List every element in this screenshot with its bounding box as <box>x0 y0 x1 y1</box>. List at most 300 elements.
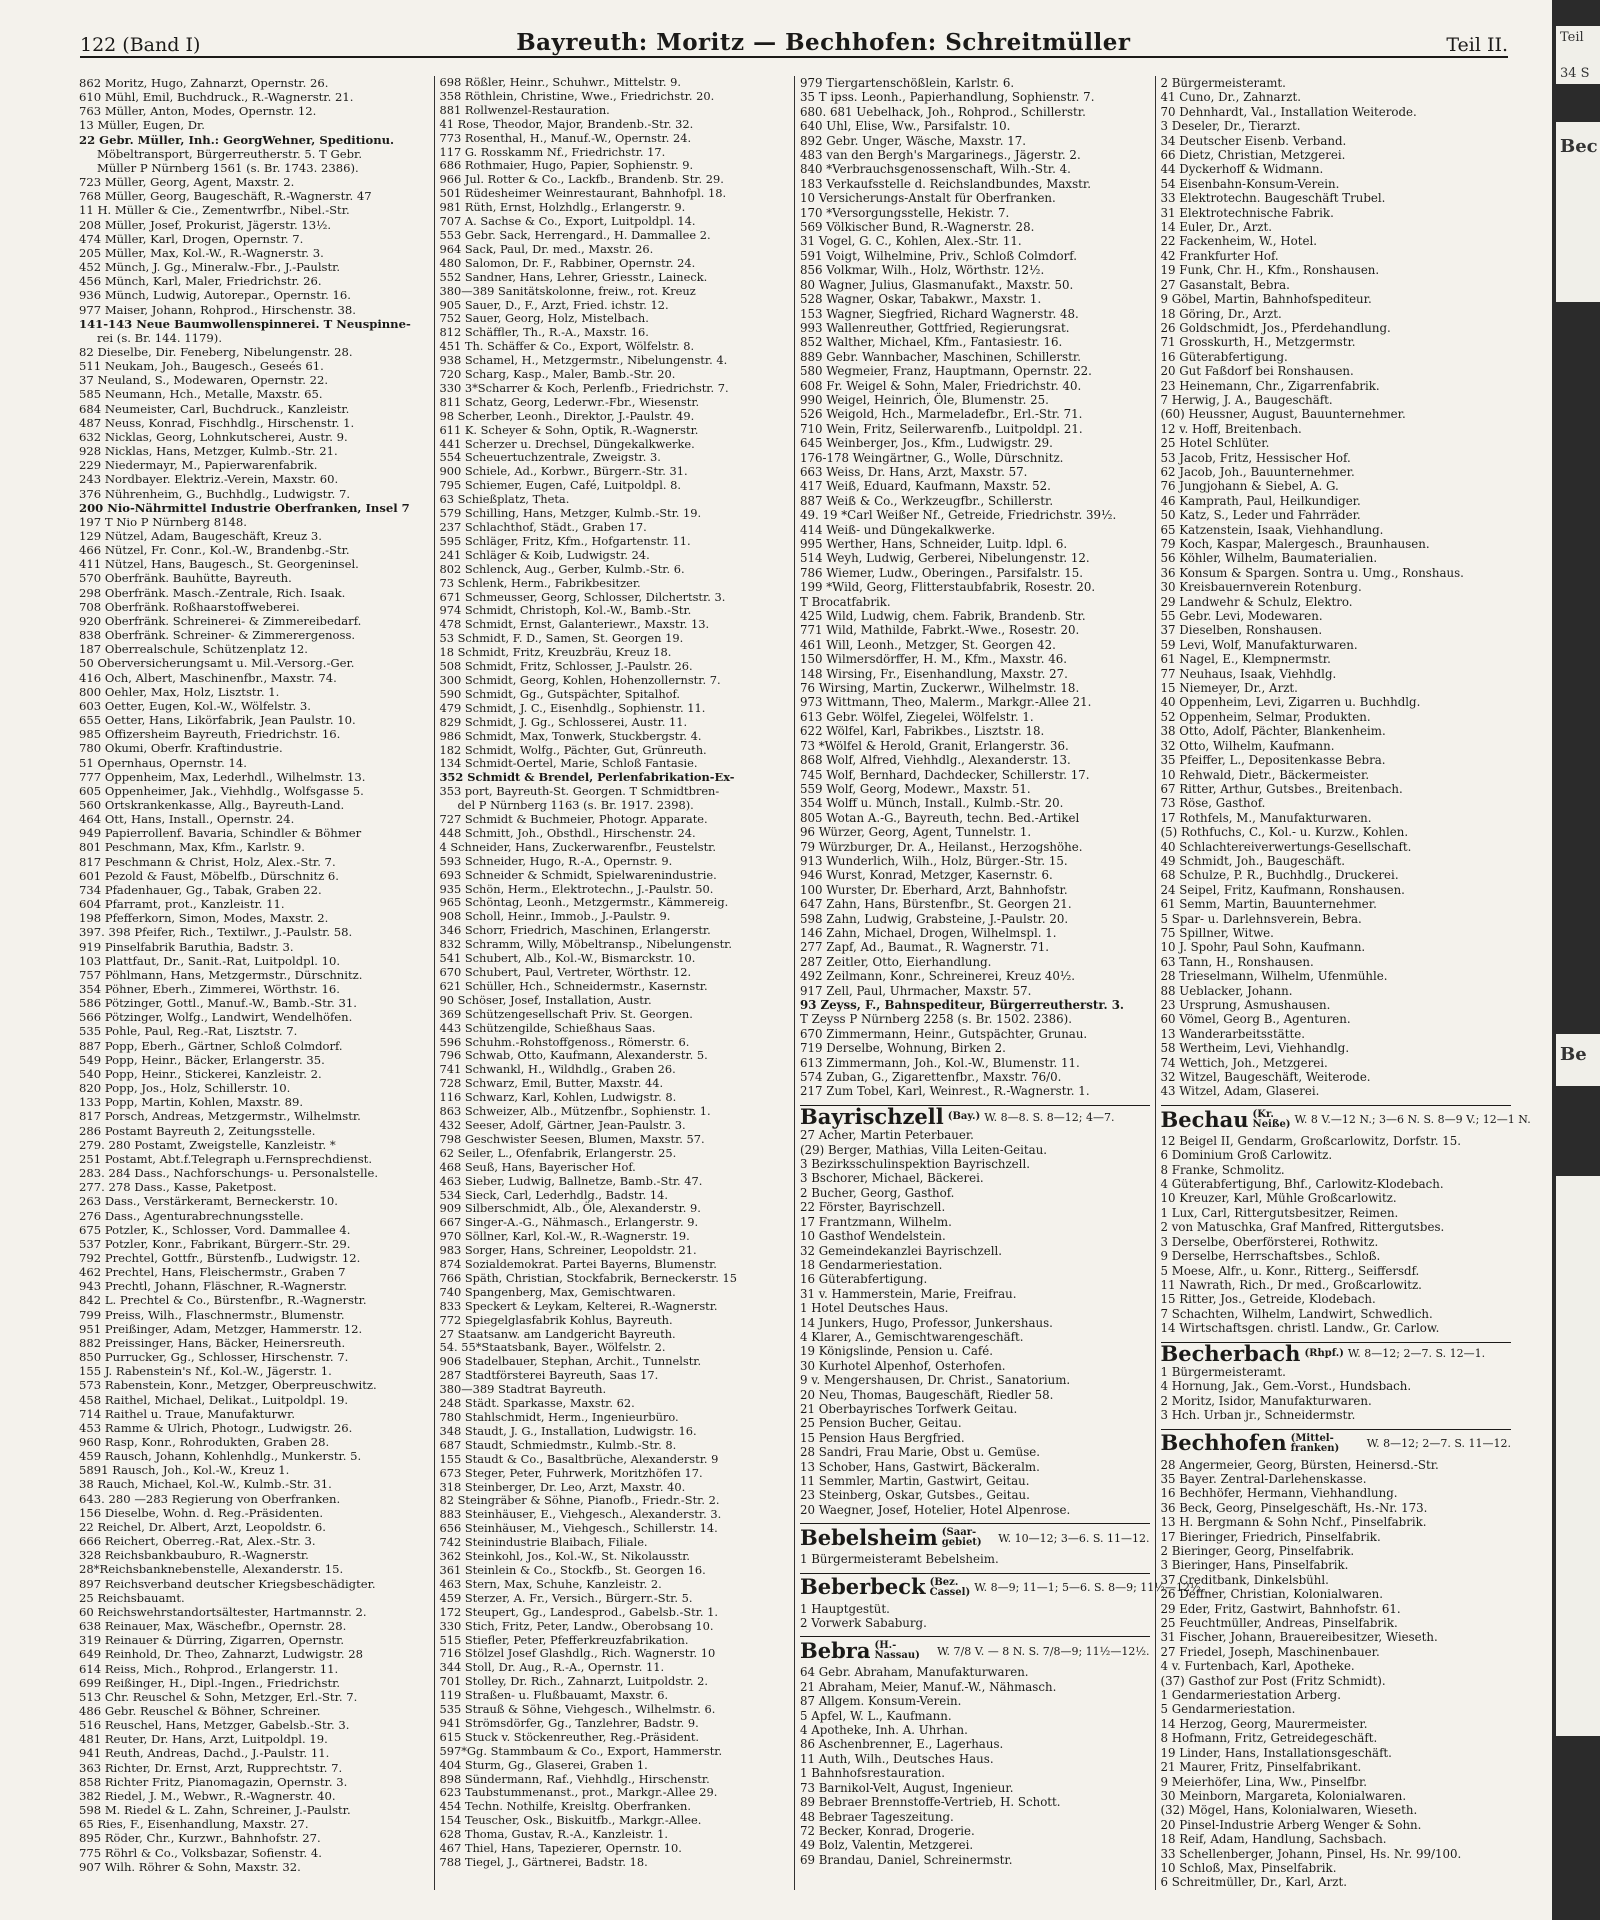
listing-entry: 279. 280 Postamt, Zweigstelle, Kanzleistr. * <box>79 1137 336 1152</box>
place-name: Bayrischzell <box>800 1103 944 1129</box>
listing-entry: 613 Zimmermann, Joh., Kol.-W., Blumenstr. 11. <box>800 1055 1080 1070</box>
listing-entry: 14 Euler, Dr., Arzt. <box>1160 220 1272 235</box>
listing-entry: 156 Dieselbe, Wohn. d. Reg.-Präsidenten. <box>79 1505 324 1520</box>
listing-entry: 328 Reichsbankbauburo, R.-Wagnerstr. <box>79 1548 309 1563</box>
listing-entry: 23 Heinemann, Chr., Zigarrenfabrik. <box>1160 378 1380 393</box>
listing-entry: 745 Wolf, Bernhard, Dachdecker, Schillerstr. 17. <box>800 767 1090 782</box>
adjacent-page-edge <box>1552 0 1600 1920</box>
listing-entry: 917 Zell, Paul, Uhrmacher, Maxstr. 57. <box>800 983 1032 998</box>
listing-entry: 468 Seuß, Hans, Bayerischer Hof. <box>439 1159 636 1174</box>
listing-entry: 686 Rothmaier, Hugo, Papier, Sophienstr. 9. <box>439 158 694 173</box>
listing-entry: 28 Angermeier, Georg, Bürsten, Heinersd.-Str. <box>1160 1457 1439 1472</box>
listing-entry: 863 Schweizer, Alb., Mützenfbr., Sophienstr. 1. <box>439 1104 711 1119</box>
listing-entry: 414 Weiß- und Düngekalkwerke. <box>800 522 996 537</box>
listing-entry: 276 Dass., Agenturabrechnungsstelle. <box>79 1208 304 1223</box>
listing-entry: 966 Jul. Rotter & Co., Lackfb., Brandenb. Str. 29. <box>439 172 724 187</box>
listing-entry: 887 Popp, Eberh., Gärtner, Schloß Colmdorf. <box>79 1038 343 1053</box>
listing-entry: 905 Sauer, D., F., Arzt, Fried. ichstr. 12. <box>439 297 669 312</box>
listing-entry: 842 L. Prechtel & Co., Bürstenfbr., R.-Wagnerstr. <box>79 1293 367 1308</box>
listing-entry: 286 Postamt Bayreuth 2, Zeitungsstelle. <box>79 1123 316 1138</box>
listing-entry: 995 Werther, Hans, Schneider, Luitp. ldpl. 6. <box>800 537 1068 551</box>
listing-entry: 2 Moritz, Isidor, Manufakturwaren. <box>1160 1393 1372 1408</box>
listing-entry: 38 Rauch, Michael, Kol.-W., Kulmb.-Str. 31. <box>79 1477 332 1492</box>
listing-entry: 579 Schilling, Hans, Metzger, Kulmb.-Str. 19. <box>439 506 702 521</box>
listing-entry: 719 Derselbe, Wohnung, Birken 2. <box>800 1041 1006 1056</box>
listing-entry: 34 Deutscher Eisenb. Verband. <box>1160 133 1347 148</box>
listing-entry: 462 Prechtel, Hans, Fleischermstr., Graben 7 <box>79 1265 346 1280</box>
listing-entry: 205 Müller, Max, Kol.-W., R.-Wagnerstr. 3. <box>79 245 324 260</box>
listing-entry: 11 H. Müller & Cie., Zementwrfbr., Nibel.-Str. <box>79 203 350 218</box>
listing-entry: 176-178 Weingärtner, G., Wolle, Dürschnitz. <box>800 450 1064 465</box>
listing-entry: 554 Scheuertuchzentrale, Zweigstr. 3. <box>439 450 661 465</box>
listing-entry: 93 Zeyss, F., Bahnspediteur, Bürgerreutherstr. 3. <box>800 998 1125 1012</box>
listing-entry: 380—389 Sanitätskolonne, freiw., rot. Kreuz <box>439 283 696 298</box>
listing-entry: 716 Stölzel Josef Glashdlg., Rich. Wagnerstr. 10 <box>439 1646 716 1661</box>
listing-entry: 467 Thiel, Hans, Tapezierer, Opernstr. 10. <box>439 1841 682 1856</box>
listing-entry: 710 Wein, Fritz, Seilerwarenfb., Luitpoldpl. 21. <box>800 421 1083 436</box>
listing-entry: 90 Schöser, Josef, Installation, Austr. <box>439 992 652 1007</box>
listing-entry: 832 Schramm, Willy, Möbeltransp., Nibelungenstr. <box>439 937 732 952</box>
listing-entry: 66 Dietz, Christian, Metzgerei. <box>1160 148 1346 163</box>
listing-entry: 277 Zapf, Ad., Baumat., R. Wagnerstr. 71. <box>800 940 1050 955</box>
listing-entry: 456 Münch, Karl, Maler, Friedrichstr. 26. <box>79 274 322 289</box>
listing-entry: 1 Gendarmeriestation Arberg. <box>1160 1688 1341 1703</box>
listing-entry: 25 Hotel Schlüter. <box>1160 436 1270 451</box>
listing-entry: 19 Linder, Hans, Installationsgeschäft. <box>1160 1745 1392 1760</box>
listing-entry: 28 Sandri, Frau Marie, Obst u. Gemüse. <box>800 1445 1040 1460</box>
listing-entry: 30 Kreisbauernverein Rotenburg. <box>1160 580 1362 595</box>
office-hours: W. 8—12; 2—7. S. 11—12. <box>1366 1437 1511 1451</box>
listing-entry: 792 Prechtel, Gottfr., Bürstenfb., Ludwigstr. 12. <box>79 1250 361 1265</box>
listing-entry: 10 J. Spohr, Paul Sohn, Kaufmann. <box>1160 940 1366 955</box>
listing-entry: 773 Rosenthal, H., Manuf.-W., Opernstr. 24. <box>439 130 692 145</box>
listing-entry: 200 Nio-Nährmittel Industrie Oberfranken, Insel 7 <box>79 500 410 515</box>
listing-entry: 237 Schlachthof, Städt., Graben 17. <box>439 520 647 534</box>
listing-entry: 30 Meinborn, Margareta, Kolonialwaren. <box>1160 1788 1407 1803</box>
listing-entry: 344 Stoll, Dr. Aug., R.-A., Opernstr. 11. <box>439 1660 665 1675</box>
listing-entry: 10 Kreuzer, Karl, Mühle Großcarlowitz. <box>1160 1191 1397 1206</box>
listing-entry: 895 Röder, Chr., Kurzwr., Bahnhofstr. 27. <box>79 1831 321 1846</box>
listing-entry: 935 Schön, Herm., Elektrotechn., J.-Paulstr. 50. <box>439 881 714 896</box>
listing-entry: 5 Gendarmeriestation. <box>1160 1702 1296 1717</box>
listing-entry: 595 Schläger, Fritz, Kfm., Hofgartenstr. 11. <box>439 533 691 548</box>
listing-entry: 330 3*Scharrer & Koch, Perlenfb., Friedrichstr. 7. <box>439 380 729 395</box>
listing-entry: 3 Bieringer, Hans, Pinselfabrik. <box>1160 1558 1349 1573</box>
listing-entry: 964 Sack, Paul, Dr. med., Maxstr. 26. <box>439 241 654 256</box>
listing-entry: 663 Weiss, Dr. Hans, Arzt, Maxstr. 57. <box>800 464 1028 479</box>
listing-entry: 18 Reif, Adam, Handlung, Sachsbach. <box>1160 1832 1387 1847</box>
listing-entry: 36 Konsum & Spargen. Sontra u. Umg., Ronshaus. <box>1160 565 1464 580</box>
listing-entry: 3 Bezirksschulinspektion Bayrischzell. <box>800 1157 1030 1172</box>
listing-entry: 48 Bebraer Tageszeitung. <box>800 1809 954 1824</box>
listing-entry: 535 Pohle, Paul, Reg.-Rat, Lisztstr. 7. <box>79 1024 298 1039</box>
listing-entry: 134 Schmidt-Oertel, Marie, Schloß Fantasie. <box>439 756 698 771</box>
edge-text: Teil <box>1560 30 1584 45</box>
listing-entry: 65 Ries, F., Eisenhandlung, Maxstr. 27. <box>79 1817 309 1832</box>
listing-entry: 909 Silberschmidt, Alb., Öle, Alexanderstr. 9. <box>439 1201 701 1216</box>
listing-entry: 4 Schneider, Hans, Zuckerwarenfbr., Feustelstr. <box>439 839 716 854</box>
listing-entry: 15 Ritter, Jos., Getreide, Klodebach. <box>1160 1292 1376 1307</box>
listing-entry: 16 Güterabfertigung. <box>1160 349 1288 364</box>
listing-entry: 29 Landwehr & Schulz, Elektro. <box>1160 594 1353 609</box>
listing-entry: 73 Barnikol-Velt, August, Ingenieur. <box>800 1780 1014 1795</box>
listing-entry: 798 Geschwister Seesen, Blumen, Maxstr. 57. <box>439 1131 705 1146</box>
listing-entry: 397. 398 Pfeifer, Rich., Textilwr., J.-Paulstr. 58. <box>79 925 353 940</box>
listing-entry: 1 Bürgermeisteramt Bebelsheim. <box>800 1552 999 1567</box>
listing-entry: 515 Stiefler, Peter, Pfefferkreuzfabrikation. <box>439 1632 689 1647</box>
office-hours: W. 8—8. S. 8—12; 4—7. <box>984 1110 1115 1124</box>
listing-entry: 241 Schläger & Koib, Ludwigstr. 24. <box>439 547 650 562</box>
listing-entry: 54 Eisenbahn-Konsum-Verein. <box>1160 176 1340 191</box>
listing-entry: 623 Taubstummenanst., prot., Markgr.-Allee 29. <box>439 1785 718 1800</box>
listing-entry: 985 Offizersheim Bayreuth, Friedrichstr. 16. <box>79 727 341 742</box>
listing-entry: 714 Raithel u. Traue, Manufakturwr. <box>79 1406 296 1421</box>
edge-text: 34 S <box>1560 66 1590 81</box>
listing-entry: 887 Weiß & Co., Werkzeugfbr., Schillerstr. <box>800 493 1054 508</box>
listing-entry: 287 Zeitler, Otto, Eierhandlung. <box>800 954 992 969</box>
listing-entry: 454 Techn. Nothilfe, Kreisltg. Oberfranken. <box>439 1799 691 1814</box>
listing-entry: 25 Pension Bucher, Geitau. <box>800 1416 962 1431</box>
listing-entry: 353 port, Bayreuth-St. Georgen. T Schmidtbren- <box>439 784 720 799</box>
listing-entry: 463 Stern, Max, Schuhe, Kanzleistr. 2. <box>439 1576 662 1591</box>
listing-entry: 76 Jungjohann & Siebel, A. G. <box>1160 479 1339 494</box>
listing-columns <box>74 75 1531 1890</box>
listing-entry: 464 Ott, Hans, Install., Opernstr. 24. <box>79 812 295 827</box>
listing-entry: 416 Och, Albert, Maschinenfbr., Maxstr. 74. <box>79 670 337 685</box>
listing-entry: 597*Gg. Stammbaum & Co., Export, Hammerstr. <box>439 1743 723 1758</box>
listing-entry: 62 Seiler, L., Ofenfabrik, Erlangerstr. 25. <box>439 1145 677 1160</box>
listing-entry: 19 Funk, Chr. H., Kfm., Ronshausen. <box>1160 263 1380 278</box>
listing-entry: 459 Sterzer, A. Fr., Versich., Bürgerr.-Str. 5. <box>439 1590 693 1605</box>
listing-entry: 812 Schäffler, Th., R.-A., Maxstr. 16. <box>439 325 649 340</box>
listing-entry: 10 Rehwald, Dietr., Bäckermeister. <box>1160 767 1370 782</box>
listing-entry: 727 Schmidt & Buchmeier, Photogr. Apparate. <box>439 812 708 827</box>
listing-entry: 300 Schmidt, Georg, Kohlen, Hohenzollernstr. 7. <box>439 672 721 687</box>
listing-entry: 60 Vömel, Georg B., Agenturen. <box>1160 1012 1351 1027</box>
listing-entry: 675 Potzler, K., Schlosser, Vord. Dammallee 4. <box>79 1222 351 1237</box>
listing-entry: 569 Völkischer Bund, R.-Wagnerstr. 28. <box>800 220 1035 235</box>
listing-entry: 687 Staudt, Schmiedmstr., Kulmb.-Str. 8. <box>439 1437 677 1452</box>
listing-entry: 49 Bolz, Valentin, Metzgerei. <box>800 1838 974 1853</box>
listing-entry: 358 Röthlein, Christine, Wwe., Friedrichstr. 20. <box>439 88 715 103</box>
listing-entry: 2 Bürgermeisteramt. <box>1160 76 1286 90</box>
listing-entry: 63 Tann, H., Ronshausen. <box>1160 954 1314 969</box>
listing-entry: 480 Salomon, Dr. F., Rabbiner, Opernstr. 24. <box>439 255 696 270</box>
listing-entry: 780 Stahlschmidt, Herm., Ingenieurbüro. <box>439 1410 679 1424</box>
listing-entry: 25 Reichsbauamt. <box>79 1590 185 1605</box>
place-heading-bebra <box>800 1636 1150 1664</box>
listing-entry: 98 Scherber, Leonh., Direktor, J.-Paulstr. 49. <box>439 408 695 423</box>
listing-entry: 3 Derselbe, Oberförsterei, Rothwitz. <box>1160 1234 1379 1249</box>
listing-entry: 2 Bucher, Georg, Gasthof. <box>800 1185 955 1200</box>
listing-entry: 217 Zum Tobel, Karl, Weinrest., R.-Wagnerstr. 1. <box>800 1084 1090 1099</box>
place-heading-bebelsheim <box>800 1523 1150 1551</box>
listing-entry: 928 Nicklas, Hans, Metzger, Kulmb.-Str. 21. <box>79 444 338 459</box>
listing-entry: 799 Preiss, Wilh., Flaschnermstr., Blumenstr. <box>79 1307 345 1322</box>
listing-entry: 1 Bürgermeisteramt. <box>1160 1364 1286 1379</box>
listing-entry: 596 Schuhm.-Rohstoffgenoss., Römerstr. 6. <box>439 1034 690 1049</box>
listing-entry: 172 Steupert, Gg., Landesprod., Gabelsb.-Str. 1. <box>439 1604 719 1619</box>
listing-entry: 79 Koch, Kaspar, Malergesch., Braunhausen. <box>1160 537 1430 551</box>
office-hours: W. 8—9; 11—1; 5—6. S. 8—9; 11½—12½. <box>974 1581 1205 1595</box>
listing-entry: 3 Deseler, Dr., Tierarzt. <box>1160 119 1301 134</box>
listing-entry: 68 Schulze, P. R., Buchhdlg., Druckerei. <box>1160 868 1399 883</box>
listing-entry: 752 Sauer, Georg, Holz, Mistelbach. <box>439 311 649 326</box>
listing-entry: 148 Wirsing, Fr., Eisenhandlung, Maxstr. 27. <box>800 666 1068 681</box>
listing-entry: 965 Schöntag, Leonh., Metzgermstr., Kämmereig. <box>439 895 729 910</box>
part-label: Teil II. <box>1446 34 1508 56</box>
place-name: Bechau <box>1160 1106 1249 1132</box>
listing-entry: 354 Pöhner, Eberh., Zimmerei, Wörthstr. 16. <box>79 982 340 996</box>
listing-entry: 182 Schmidt, Wolfg., Pächter, Gut, Grünreuth. <box>439 742 707 757</box>
listing-entry: 540 Popp, Heinr., Stickerei, Kanzleistr. 2. <box>79 1066 322 1081</box>
listing-entry: 614 Reiss, Mich., Rohprod., Erlangerstr. 11. <box>79 1661 339 1676</box>
listing-entry: 780 Okumi, Oberfr. Kraftindustrie. <box>79 741 283 756</box>
listing-entry: 481 Reuter, Dr. Hans, Arzt, Luitpoldpl. 19. <box>79 1732 328 1747</box>
place-region: (Rhpf.) <box>1304 1347 1344 1359</box>
listing-entry: 31 Fischer, Johann, Brauereibesitzer, Wieseth. <box>1160 1630 1438 1645</box>
listing-entry: 622 Wölfel, Karl, Fabrikbes., Lisztstr. 18. <box>800 724 1045 739</box>
listing-entry: 786 Wiemer, Ludw., Oberingen., Parsifalstr. 15. <box>800 565 1083 580</box>
listing-entry: 82 Dieselbe, Dir. Feneberg, Nibelungenstr. 28. <box>79 344 353 359</box>
listing-entry: 37 Dieselben, Ronshausen. <box>1160 623 1323 638</box>
listing-entry: 741 Schwankl, H., Wildhdlg., Graben 26. <box>439 1062 676 1077</box>
listing-entry: 805 Wotan A.-G., Bayreuth, techn. Bed.-Artikel <box>800 810 1080 825</box>
listing-entry: 187 Oberrealschule, Schützenplatz 12. <box>79 642 308 657</box>
listing-entry: 44 Dyckerhoff & Widmann. <box>1160 162 1324 177</box>
listing-entry: 20 Neu, Thomas, Baugeschäft, Riedler 58. <box>800 1387 1054 1402</box>
listing-entry: 638 Reinauer, Max, Wäschefbr., Opernstr. 28. <box>79 1619 347 1634</box>
office-hours: W. 10—12; 3—6. S. 11—12. <box>998 1531 1150 1545</box>
listing-entry: 856 Volkmar, Wilh., Holz, Wörthstr. 12½. <box>800 263 1045 278</box>
listing-entry: 647 Zahn, Hans, Bürstenfbr., St. Georgen 21. <box>800 897 1072 912</box>
listing-entry: 33 Schellenberger, Johann, Pinsel, Hs. Nr. 99/100. <box>1160 1846 1462 1861</box>
listing-entry: 361 Steinlein & Co., Stockfb., St. Georgen 16. <box>439 1562 706 1577</box>
listing-entry: 11 Auth, Wilh., Deutsches Haus. <box>800 1751 994 1766</box>
listing-entry: 740 Spangenberg, Max, Gemischtwaren. <box>439 1284 676 1299</box>
listing-entry: 603 Oetter, Eugen, Kol.-W., Wölfelstr. 3. <box>79 698 311 713</box>
listing-entry: 41 Rose, Theodor, Major, Brandenb.-Str. 32. <box>439 116 694 131</box>
listing-entry: 49. 19 *Carl Weißer Nf., Getreide, Friedrichstr. 39½. <box>800 508 1117 523</box>
listing-entry: 701 Stolley, Dr. Rich., Zahnarzt, Luitpoldstr. 2. <box>439 1674 709 1689</box>
listing-entry: 382 Riedel, J. M., Webwr., R.-Wagnerstr. 40. <box>79 1788 336 1803</box>
listing-entry: 766 Späth, Christian, Stockfabrik, Berneckerstr. 15 <box>439 1270 737 1285</box>
listing-entry: 941 Reuth, Andreas, Dachd., J.-Paulstr. 11. <box>79 1746 330 1761</box>
listing-entry: 801 Peschmann, Max, Kfm., Karlstr. 9. <box>79 840 305 855</box>
listing-entry: 441 Scherzer u. Drechsel, Düngekalkwerke. <box>439 436 695 451</box>
listing-entry: 559 Wolf, Georg, Modewr., Maxstr. 51. <box>800 781 1031 796</box>
listing-entry: 795 Schiemer, Eugen, Café, Luitpoldpl. 8. <box>439 478 681 493</box>
edge-text: Be <box>1560 1044 1587 1065</box>
listing-entry: 960 Rasp, Konr., Rohrodukten, Graben 28. <box>79 1435 330 1449</box>
listing-entry: 2 Bieringer, Georg, Pinselfabrik. <box>1160 1544 1355 1558</box>
listing-entry: 680. 681 Uebelhack, Joh., Rohprod., Schillerstr. <box>800 104 1086 119</box>
listing-entry: 26 Goldschmidt, Jos., Pferdehandlung. <box>1160 320 1391 335</box>
listing-entry: 920 Oberfränk. Schreinerei- & Zimmereibedarf. <box>79 613 362 628</box>
listing-entry: 27 Staatsanw. am Landgericht Bayreuth. <box>439 1326 676 1341</box>
listing-entry: 900 Schiele, Ad., Korbwr., Bürgerr.-Str. 31. <box>439 464 688 479</box>
place-heading-becherbach <box>1160 1340 1512 1366</box>
listing-entry: 541 Schubert, Alb., Kol.-W., Bismarckstr. 10. <box>439 951 696 966</box>
listing-entry: 598 Zahn, Ludwig, Grabsteine, J.-Paulstr. 20. <box>800 911 1069 926</box>
listing-entry: 155 J. Rabenstein's Nf., Kol.-W., Jägerstr. 1. <box>79 1364 332 1379</box>
listing-entry: 14 Wirtschaftsgen. christl. Landw., Gr. Carlow. <box>1160 1321 1440 1336</box>
listing-entry: 10 Schloß, Max, Pinselfabrik. <box>1160 1860 1337 1875</box>
listing-entry: 73 Röse, Gasthof. <box>1160 796 1266 811</box>
listing-entry: 643. 280 —283 Regierung von Oberfranken. <box>79 1491 341 1506</box>
listing-entry: 425 Wild, Ludwig, chem. Fabrik, Brandenb. Str. <box>800 609 1086 624</box>
listing-entry: 671 Schmeusser, Georg, Schlosser, Dilchertstr. 3. <box>439 589 726 604</box>
listing-entry: 666 Reichert, Oberreg.-Rat, Alex.-Str. 3. <box>79 1534 316 1549</box>
page-title: Bayreuth: Moritz — Bechhofen: Schreitmüller <box>516 29 1131 56</box>
listing-entry: 459 Rausch, Johann, Kohlenhdlg., Munkerstr. 5. <box>79 1449 362 1464</box>
listing-entry: 613 Gebr. Wölfel, Ziegelei, Wölfelstr. 1. <box>800 709 1034 724</box>
listing-entry: 906 Stadelbauer, Stephan, Archit., Tunnelstr. <box>439 1354 702 1369</box>
listing-entry: 802 Schlenck, Aug., Gerber, Kulmb.-Str. 6. <box>439 561 685 576</box>
page-reference: 122 (Band I) <box>80 34 201 56</box>
listing-entry: 768 Müller, Georg, Baugeschäft, R.-Wagnerstr. 47 <box>79 189 372 204</box>
office-hours: W. 8—12; 2—7. S. 12—1. <box>1347 1347 1486 1361</box>
listing-entry: 129 Nützel, Adam, Baugeschäft, Kreuz 3. <box>79 529 322 543</box>
listing-entry: 452 Münch, J. Gg., Mineralw.-Fbr., J.-Paulstr. <box>79 260 341 275</box>
listing-entry: 591 Voigt, Wilhelmine, Priv., Schloß Colmdorf. <box>800 248 1077 263</box>
listing-entry: 986 Schmidt, Max, Tonwerk, Stuckbergstr. 4. <box>439 728 702 743</box>
listing-entry: 4 Güterabfertigung, Bhf., Carlowitz-Klodebach. <box>1160 1177 1444 1192</box>
listing-entry: 141-143 Neue Baumwollenspinnerei. T Neuspinne- <box>79 316 411 331</box>
listing-entry: 474 Müller, Karl, Drogen, Opernstr. 7. <box>79 231 304 246</box>
listing-entry: 26 Deffner, Christian, Kolonialwaren. <box>1160 1587 1383 1602</box>
column-4 <box>1156 76 1531 1890</box>
listing-entry: 656 Steinhäuser, M., Viehgesch., Schillerstr. 14. <box>439 1521 718 1536</box>
listing-entry: 526 Weigold, Hch., Marmeladefbr., Erl.-Str. 71. <box>800 407 1083 422</box>
listing-entry: del P Nürnberg 1163 (s. Br. 1917. 2398). <box>457 798 694 813</box>
listing-entry: 9 v. Mengershausen, Dr. Christ., Sanatorium. <box>800 1373 1071 1388</box>
listing-entry: (29) Berger, Mathias, Villa Leiten-Geitau. <box>800 1142 1048 1157</box>
place-name: Becherbach <box>1160 1340 1301 1366</box>
listing-entry: 9 Derselbe, Herrschaftsbes., Schloß. <box>1160 1249 1381 1264</box>
listing-entry: 868 Wolf, Alfred, Viehhdlg., Alexanderstr. 13. <box>800 753 1071 768</box>
listing-entry: 604 Pfarramt, prot., Kanzleistr. 11. <box>79 897 285 912</box>
listing-entry: 31 Vogel, G. C., Kohlen, Alex.-Str. 11. <box>800 234 1022 249</box>
listing-entry: 673 Steger, Peter, Fuhrwerk, Moritzhöfen 17. <box>439 1465 703 1480</box>
listing-entry: rei (s. Br. 144. 1179). <box>97 330 223 345</box>
listing-entry: 22 Gebr. Müller, Inh.: GeorgWehner, Speditionu. <box>79 132 395 147</box>
listing-entry: 88 Ueblacker, Johann. <box>1160 983 1293 998</box>
listing-entry: 65 Katzenstein, Isaak, Viehhandlung. <box>1160 522 1384 537</box>
listing-entry: 82 Steingräber & Söhne, Pianofb., Friedr.-Str. 2. <box>439 1493 720 1508</box>
listing-entry: 35 Pfeiffer, L., Depositenkasse Bebra. <box>1160 753 1386 768</box>
listing-entry: 23 Ursprung, Asmushausen. <box>1160 998 1331 1012</box>
listing-entry: 1 Bahnhofsrestauration. <box>800 1766 945 1781</box>
listing-entry: 483 van den Bergh's Margarinegs., Jägerstr. 2. <box>800 148 1081 163</box>
listing-entry: 487 Neuss, Konrad, Fischhdlg., Hirschenstr. 1. <box>79 415 355 430</box>
listing-entry: 443 Schützengilde, Schießhaus Saas. <box>439 1020 656 1035</box>
listing-entry: 566 Pötzinger, Wolfg., Landwirt, Wendelhöfen. <box>79 1010 353 1025</box>
listing-entry: 432 Seeser, Adolf, Gärtner, Jean-Paulstr. 3. <box>439 1117 686 1132</box>
listing-entry: 907 Wilh. Röhrer & Sohn, Maxstr. 32. <box>79 1859 301 1874</box>
listing-entry: 6 Schreitmüller, Dr., Karl, Arzt. <box>1160 1875 1348 1890</box>
listing-entry: 461 Will, Leonh., Metzger, St. Georgen 42. <box>800 637 1056 652</box>
listing-entry: 62 Jacob, Joh., Bauunternehmer. <box>1160 464 1355 479</box>
listing-entry: 458 Raithel, Michael, Delikat., Luitpoldpl. 19. <box>79 1392 349 1407</box>
listing-entry: 79 Würzburger, Dr. A., Heilanst., Herzogshöhe. <box>800 839 1083 854</box>
listing-entry: 198 Pfefferkorn, Simon, Modes, Maxstr. 2. <box>79 911 329 926</box>
listing-entry: 15 Niemeyer, Dr., Arzt. <box>1160 681 1298 696</box>
listing-entry: 451 Th. Schäffer & Co., Export, Wölfelstr. 8. <box>439 339 695 354</box>
listing-entry: 17 Bieringer, Friedrich, Pinselfabrik. <box>1160 1529 1381 1544</box>
listing-entry: 8 Franke, Schmolitz. <box>1160 1162 1285 1177</box>
listing-entry: 936 Münch, Ludwig, Autorepar., Opernstr. 16. <box>79 288 351 303</box>
listing-entry: 938 Schamel, H., Metzgermstr., Nibelungenstr. 4. <box>439 353 728 368</box>
listing-entry: 892 Gebr. Unger, Wäsche, Maxstr. 17. <box>800 133 1027 148</box>
listing-entry: 183 Verkaufsstelle d. Reichslandbundes, Maxstr. <box>800 176 1091 191</box>
listing-entry: 298 Oberfränk. Masch.-Zentrale, Rich. Isaak. <box>79 585 346 600</box>
listing-entry: 28 Trieselmann, Wilhelm, Ufenmühle. <box>1160 969 1388 984</box>
listing-entry: 248 Städt. Sparkasse, Maxstr. 62. <box>439 1396 635 1411</box>
listing-entry: 993 Wallenreuther, Gottfried, Regierungsrat. <box>800 320 1070 335</box>
listing-entry: 22 Fackenheim, W., Hotel. <box>1160 234 1317 249</box>
listing-entry: 693 Schneider & Schmidt, Spielwarenindustrie. <box>439 867 717 882</box>
listing-entry: 346 Schorr, Friedrich, Maschinen, Erlangerstr. <box>439 923 711 938</box>
listing-entry: 549 Popp, Heinr., Bäcker, Erlangerstr. 35. <box>79 1052 325 1067</box>
listing-entry: (60) Heussner, August, Bauunternehmer. <box>1160 407 1406 422</box>
listing-entry: 380—389 Stadtrat Bayreuth. <box>439 1382 607 1397</box>
listing-entry: 881 Rollwenzel-Restauration. <box>439 102 610 117</box>
listing-entry: 417 Weiß, Eduard, Kaufmann, Maxstr. 52. <box>800 479 1051 494</box>
listing-entry: 983 Sorger, Hans, Schreiner, Leopoldstr. 21. <box>439 1243 697 1258</box>
listing-entry: 919 Pinselfabrik Baruthia, Badstr. 3. <box>79 939 294 954</box>
listing-entry: 100 Wurster, Dr. Eberhard, Arzt, Bahnhofstr. <box>800 882 1068 897</box>
listing-entry: 56 Köhler, Wilhelm, Baumaterialien. <box>1160 551 1378 566</box>
listing-entry: 4 Apotheke, Inh. A. Uhrhan. <box>800 1723 968 1738</box>
column-1 <box>74 76 435 1890</box>
listing-entry: 74 Wettich, Joh., Metzgerei. <box>1160 1055 1328 1070</box>
listing-entry: 611 K. Scheyer & Sohn, Optik, R.-Wagnerstr. <box>439 422 699 437</box>
listing-entry: 251 Postamt, Abt.f.Telegraph u.Fernsprechdienst. <box>79 1151 373 1166</box>
listing-entry: 850 Purrucker, Gg., Schlosser, Hirschenstr. 7. <box>79 1350 349 1365</box>
listing-entry: 723 Müller, Georg, Agent, Maxstr. 2. <box>79 175 295 190</box>
listing-entry: 593 Schneider, Hugo, R.-A., Opernstr. 9. <box>439 853 673 868</box>
listing-entry: 632 Nicklas, Georg, Lohnkutscherei, Austr. 9. <box>79 429 348 444</box>
listing-entry: 585 Neumann, Hch., Metalle, Maxstr. 65. <box>79 387 323 402</box>
listing-entry: 369 Schützengesellschaft Priv. St. Georgen. <box>439 1006 693 1021</box>
listing-entry: 537 Potzler, Konr., Fabrikant, Bürgerr.-Str. 29. <box>79 1236 351 1251</box>
listing-entry: 362 Steinkohl, Jos., Kol.-W., St. Nikolausstr. <box>439 1549 691 1564</box>
listing-entry: 897 Reichsverband deutscher Kriegsbeschädigter. <box>79 1576 376 1591</box>
listing-entry: 19 Königslinde, Pension u. Café. <box>800 1344 994 1359</box>
listing-entry: 7 Herwig, J. A., Baugeschäft. <box>1160 392 1333 407</box>
listing-entry: 287 Stadtförsterei Bayreuth, Saas 17. <box>439 1368 659 1383</box>
listing-entry: 170 *Versorgungsstelle, Hekistr. 7. <box>800 205 1010 220</box>
listing-entry: 570 Oberfränk. Bauhütte, Bayreuth. <box>79 571 292 586</box>
listing-entry: 574 Zuban, G., Zigarettenfbr., Maxstr. 76/0. <box>800 1070 1062 1085</box>
listing-entry: 513 Chr. Reuschel & Sohn, Metzger, Erl.-Str. 7. <box>79 1689 358 1704</box>
listing-entry: 21 Abraham, Meier, Manuf.-W., Nähmasch. <box>800 1679 1057 1694</box>
listing-entry: (32) Mögel, Hans, Kolonialwaren, Wieseth. <box>1160 1803 1418 1818</box>
listing-entry: 5891 Rausch, Joh., Kol.-W., Kreuz 1. <box>79 1463 290 1478</box>
office-hours: W. 8 V.—12 N.; 3—6 N. S. 8—9 V.; 12—1 N. <box>1294 1113 1531 1127</box>
listing-entry: 27 Gasanstalt, Bebra. <box>1160 277 1290 292</box>
listing-entry: 11 Nawrath, Rich., Dr med., Großcarlowitz. <box>1160 1277 1422 1292</box>
listing-entry: 478 Schmidt, Ernst, Galanteriewr., Maxstr. 13. <box>439 617 710 632</box>
listing-entry: 146 Zahn, Michael, Drogen, Wilhelmspl. 1. <box>800 925 1057 940</box>
place-name: Bebelsheim <box>800 1525 938 1551</box>
listing-entry: 742 Steinindustrie Blaibach, Filiale. <box>439 1535 648 1550</box>
listing-entry: 133 Popp, Martin, Kohlen, Maxstr. 89. <box>79 1095 304 1110</box>
listing-entry: 833 Speckert & Leykam, Kelterei, R.-Wagnerstr. <box>439 1298 718 1313</box>
listing-entry: 628 Thoma, Gustav, R.-A., Kanzleistr. 1. <box>439 1827 668 1842</box>
listing-entry: 77 Neuhaus, Isaak, Viehhdlg. <box>1160 666 1337 681</box>
